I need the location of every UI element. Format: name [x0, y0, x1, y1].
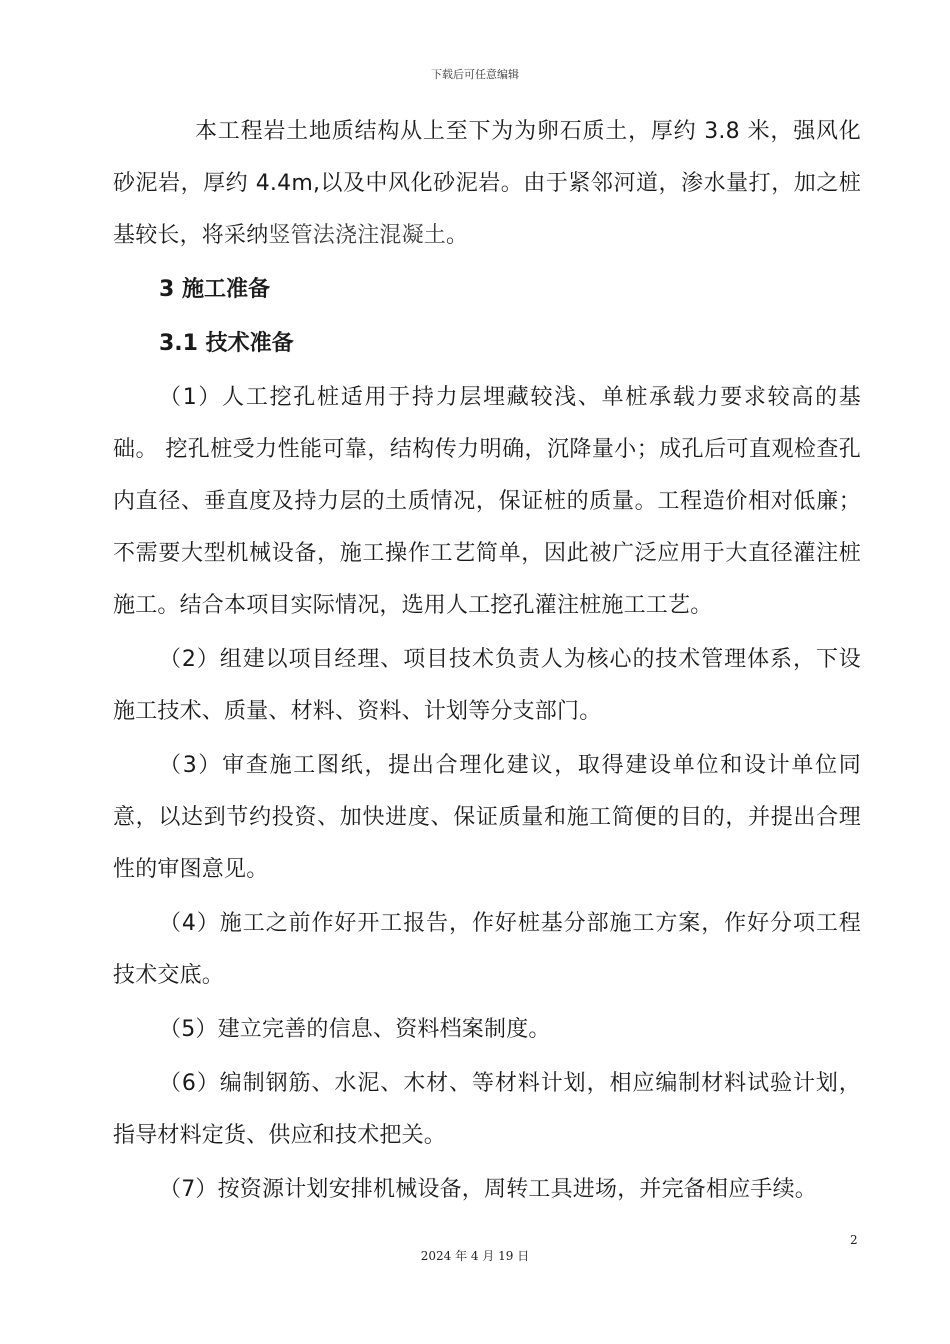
header-note: 下载后可任意编辑 — [431, 68, 519, 81]
list-item-5: （5）建立完善的信息、资料档案制度。 — [159, 1017, 551, 1042]
section-heading: 3 施工准备 — [159, 277, 270, 302]
intro-paragraph — [113, 106, 861, 262]
intro-end: 。 — [446, 223, 469, 248]
list-item-6: （6）编制钢筋、水泥、木材、等材料计划，相应编制材料试验计划，指导材料定货、供应和技术把关。 — [113, 1071, 861, 1148]
list-item-7: （7）按资源计划安排机械设备，周转工具进场，并完备相应手续。 — [159, 1177, 817, 1202]
list-item-3: （3）审查施工图纸，提出合理化建议，取得建设单位和设计单位同意，以达到节约投资、加快进度、保证质量和施工简便的目的，并提出合理性的审图意见。 — [113, 753, 861, 882]
list-item-4: （4）施工之前作好开工报告，作好桩基分部施工方案，作好分项工程技术交底。 — [113, 911, 861, 988]
footer-date: 2024 年 4 月 19 日 — [420, 1249, 530, 1263]
subsection-heading: 3.1 技术准备 — [159, 331, 294, 356]
list-item-2: （2）组建以项目经理、项目技术负责人为核心的技术管理体系，下设施工技术、质量、材料、资料、计划等分支部门。 — [113, 647, 861, 724]
list-item-1: （1）人工挖孔桩适用于持力层埋藏较浅、单桩承载力要求较高的基础。 挖孔桩受力性能可靠，结构传力明确，沉降量小；成孔后可直观检查孔内直径、垂直度及持力层的土质情况，保证桩的质量。工程造价相对低廉；不需要大型机械设备，施工操作工艺简单，因此被广泛应用于大直径灌注桩施工。结合本项目实际情况，选用人工挖孔灌注桩施工工艺。 — [113, 385, 861, 618]
document-body — [113, 106, 861, 1218]
page-number: 2 — [850, 1233, 858, 1247]
intro-emphasis: 竖管法浇注混凝土 — [268, 223, 447, 248]
intro-text: 本工程岩土地质结构从上至下为为卵石质土，厚约 3.8 米，强风化砂泥岩，厚约 4.4m,以及中风化砂泥岩。由于紧邻河道，渗水量打，加之桩基较长，将采纳 — [113, 119, 861, 248]
